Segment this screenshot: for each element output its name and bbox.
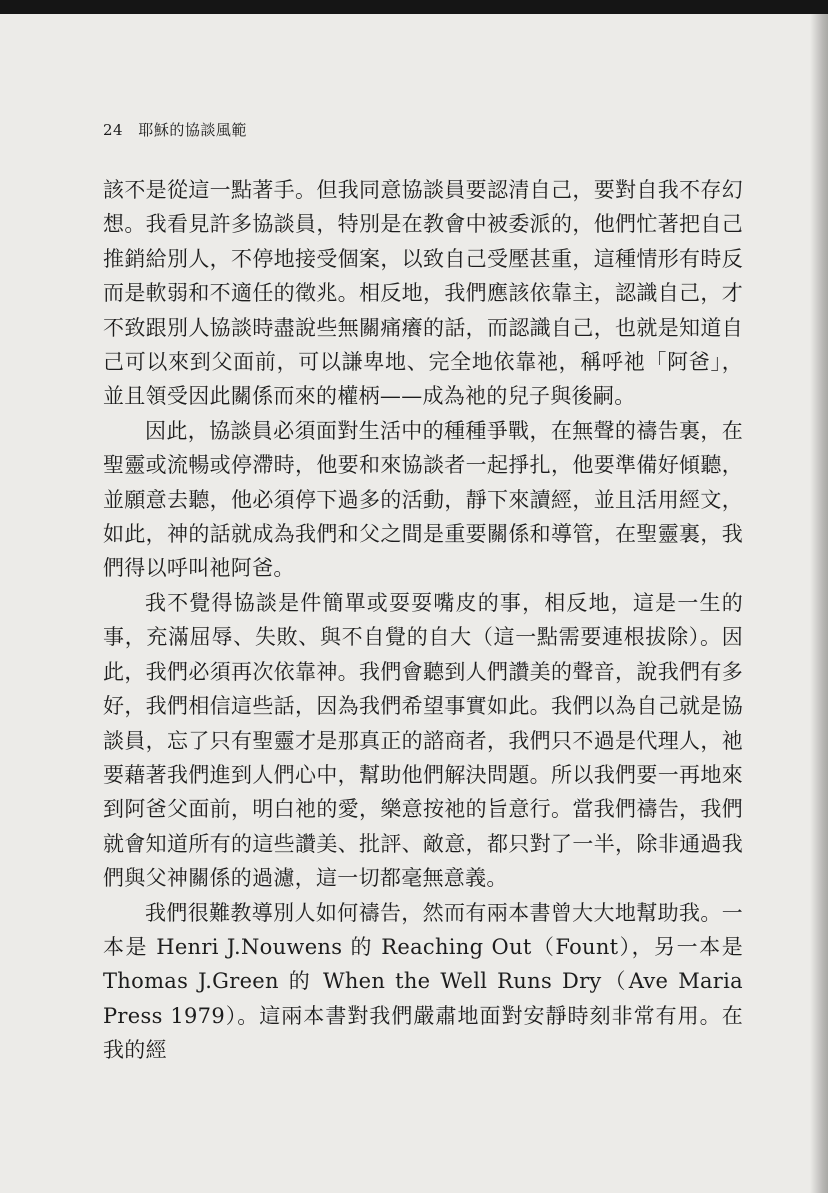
paragraph-3: 我不覺得協談是件簡單或耍耍嘴皮的事，相反地，這是一生的事，充滿屈辱、失敗、與不自覺的自大（這一點需要連根拔除）。因此，我們必須再次依靠神。我們會聽到人們讚美的聲音，說我們有多好，我們相信這些話，因為我們希望事實如此。我們以為自己就是協談員，忘了只有聖靈才是那真正的諮商者，我們只不過是代理人，祂要藉著我們進到人們心中，幫助他們解決問題。所以我們要一再地來到阿爸父面前，明白祂的愛，樂意按祂的旨意行。當我們禱告，我們就會知道所有的這些讚美、批評、敵意，都只對了一半，除非通過我們與父神關係的過濾，這一切都毫無意義。 — [103, 590, 743, 891]
paragraph-4: 我們很難教導別人如何禱告，然而有兩本書曾大大地幫助我。一本是 Henri J.Nouwens 的 Reaching Out（Fount），另一本是 Thomas J.Green 的 When the Well Runs Dry（Ave Maria Press 1979）。這兩本書對我們嚴肅地面對安靜時刻非常有用。在我的經 — [103, 900, 743, 1063]
scan-binding-shadow — [810, 14, 828, 1193]
body-text — [103, 173, 743, 1068]
paragraph-2: 因此，協談員必須面對生活中的種種爭戰，在無聲的禱告裏，在聖靈或流暢或停滯時，他要和來協談者一起掙扎，他要準備好傾聽，並願意去聽，他必須停下過多的活動，靜下來讀經，並且活用經文，如此，神的話就成為我們和父之間是重要關係和導管，在聖靈裏，我們得以呼叫祂阿爸。 — [103, 418, 743, 581]
paragraph-1: 該不是從這一點著手。但我同意協談員要認清自己，要對自我不存幻想。我看見許多協談員，特別是在教會中被委派的，他們忙著把自己推銷給別人，不停地接受個案，以致自己受壓甚重，這種情形有時反而是軟弱和不適任的徵兆。相反地，我們應該依靠主，認識自己，才不致跟別人協談時盡說些無關痛癢的話，而認識自己，也就是知道自己可以來到父面前，可以謙卑地、完全地依靠祂，稱呼祂「阿爸」，並且領受因此關係而來的權柄——成為祂的兒子與後嗣。 — [103, 178, 743, 409]
page-number: 24 — [103, 121, 124, 139]
book-title: 耶穌的協談風範 — [138, 121, 247, 139]
running-header — [103, 121, 247, 139]
scan-top-edge — [0, 0, 828, 14]
